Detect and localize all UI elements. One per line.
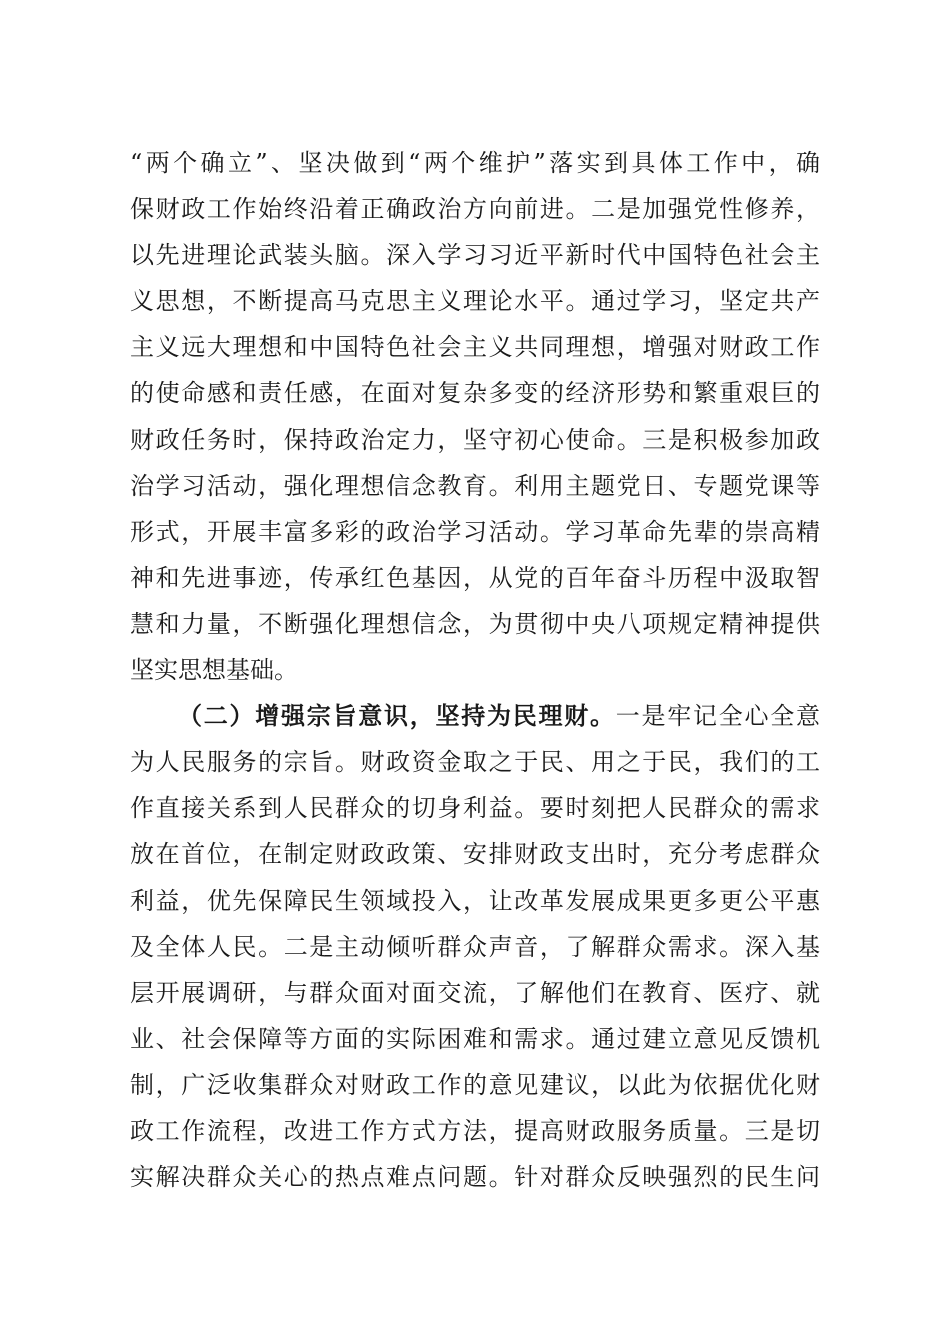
text-line: 主义远大理想和中国特色社会主义共同理想，增强对财政工作 — [130, 333, 820, 362]
text-line: 保财政工作始终沿着正确政治方向前进。二是加强党性修养， — [130, 195, 820, 224]
text-line: 治学习活动，强化理想信念教育。利用主题党日、专题党课等 — [130, 471, 820, 500]
text-line: 制，广泛收集群众对财政工作的意见建议，以此为依据优化财 — [130, 1070, 820, 1099]
paragraph-2 — [130, 693, 820, 1200]
text-line: “两个确立”、坚决做到“两个维护”落实到具体工作中，确 — [130, 149, 820, 177]
text-line: 慧和力量，不断强化理想信念，为贯彻中央八项规定精神提供 — [130, 609, 820, 638]
text-line: 层开展调研，与群众面对面交流，了解他们在教育、医疗、就 — [130, 978, 820, 1007]
text-line: 财政任务时，保持政治定力，坚守初心使命。三是积极参加政 — [130, 425, 820, 454]
text-line: 形式，开展丰富多彩的政治学习活动。学习革命先辈的崇高精 — [130, 517, 820, 546]
text-line: 神和先进事迹，传承红色基因，从党的百年奋斗历程中汲取智 — [130, 563, 820, 592]
text-line: 政工作流程，改进工作方式方法，提高财政服务质量。三是切 — [130, 1116, 820, 1145]
text-line: 作直接关系到人民群众的切身利益。要时刻把人民群众的需求 — [130, 794, 820, 823]
section-heading-line — [130, 693, 820, 739]
text-line: 的使命感和责任感，在面对复杂多变的经济形势和繁重艰巨的 — [130, 379, 820, 408]
text-line: 及全体人民。二是主动倾听群众声音，了解群众需求。深入基 — [130, 932, 820, 961]
text-span: 一是牢记全心全意 — [615, 702, 820, 731]
text-line: 以先进理论武装头脑。深入学习习近平新时代中国特色社会主 — [130, 241, 820, 270]
text-line: 为人民服务的宗旨。财政资金取之于民、用之于民，我们的工 — [130, 748, 820, 777]
body-text — [130, 140, 820, 1200]
text-line: 放在首位，在制定财政政策、安排财政支出时，充分考虑群众 — [130, 840, 820, 869]
section-heading: （二）增强宗旨意识，坚持为民理财。 — [178, 701, 616, 731]
text-line: 坚实思想基础。 — [130, 656, 298, 685]
text-line: 义思想，不断提高马克思主义理论水平。通过学习，坚定共产 — [130, 287, 820, 316]
text-line: 实解决群众关心的热点难点问题。针对群众反映强烈的民生问 — [130, 1163, 820, 1192]
text-line: 利益，优先保障民生领域投入，让改革发展成果更多更公平惠 — [130, 886, 820, 915]
paragraph-1 — [130, 140, 820, 693]
text-line: 业、社会保障等方面的实际困难和需求。通过建立意见反馈机 — [130, 1024, 820, 1053]
